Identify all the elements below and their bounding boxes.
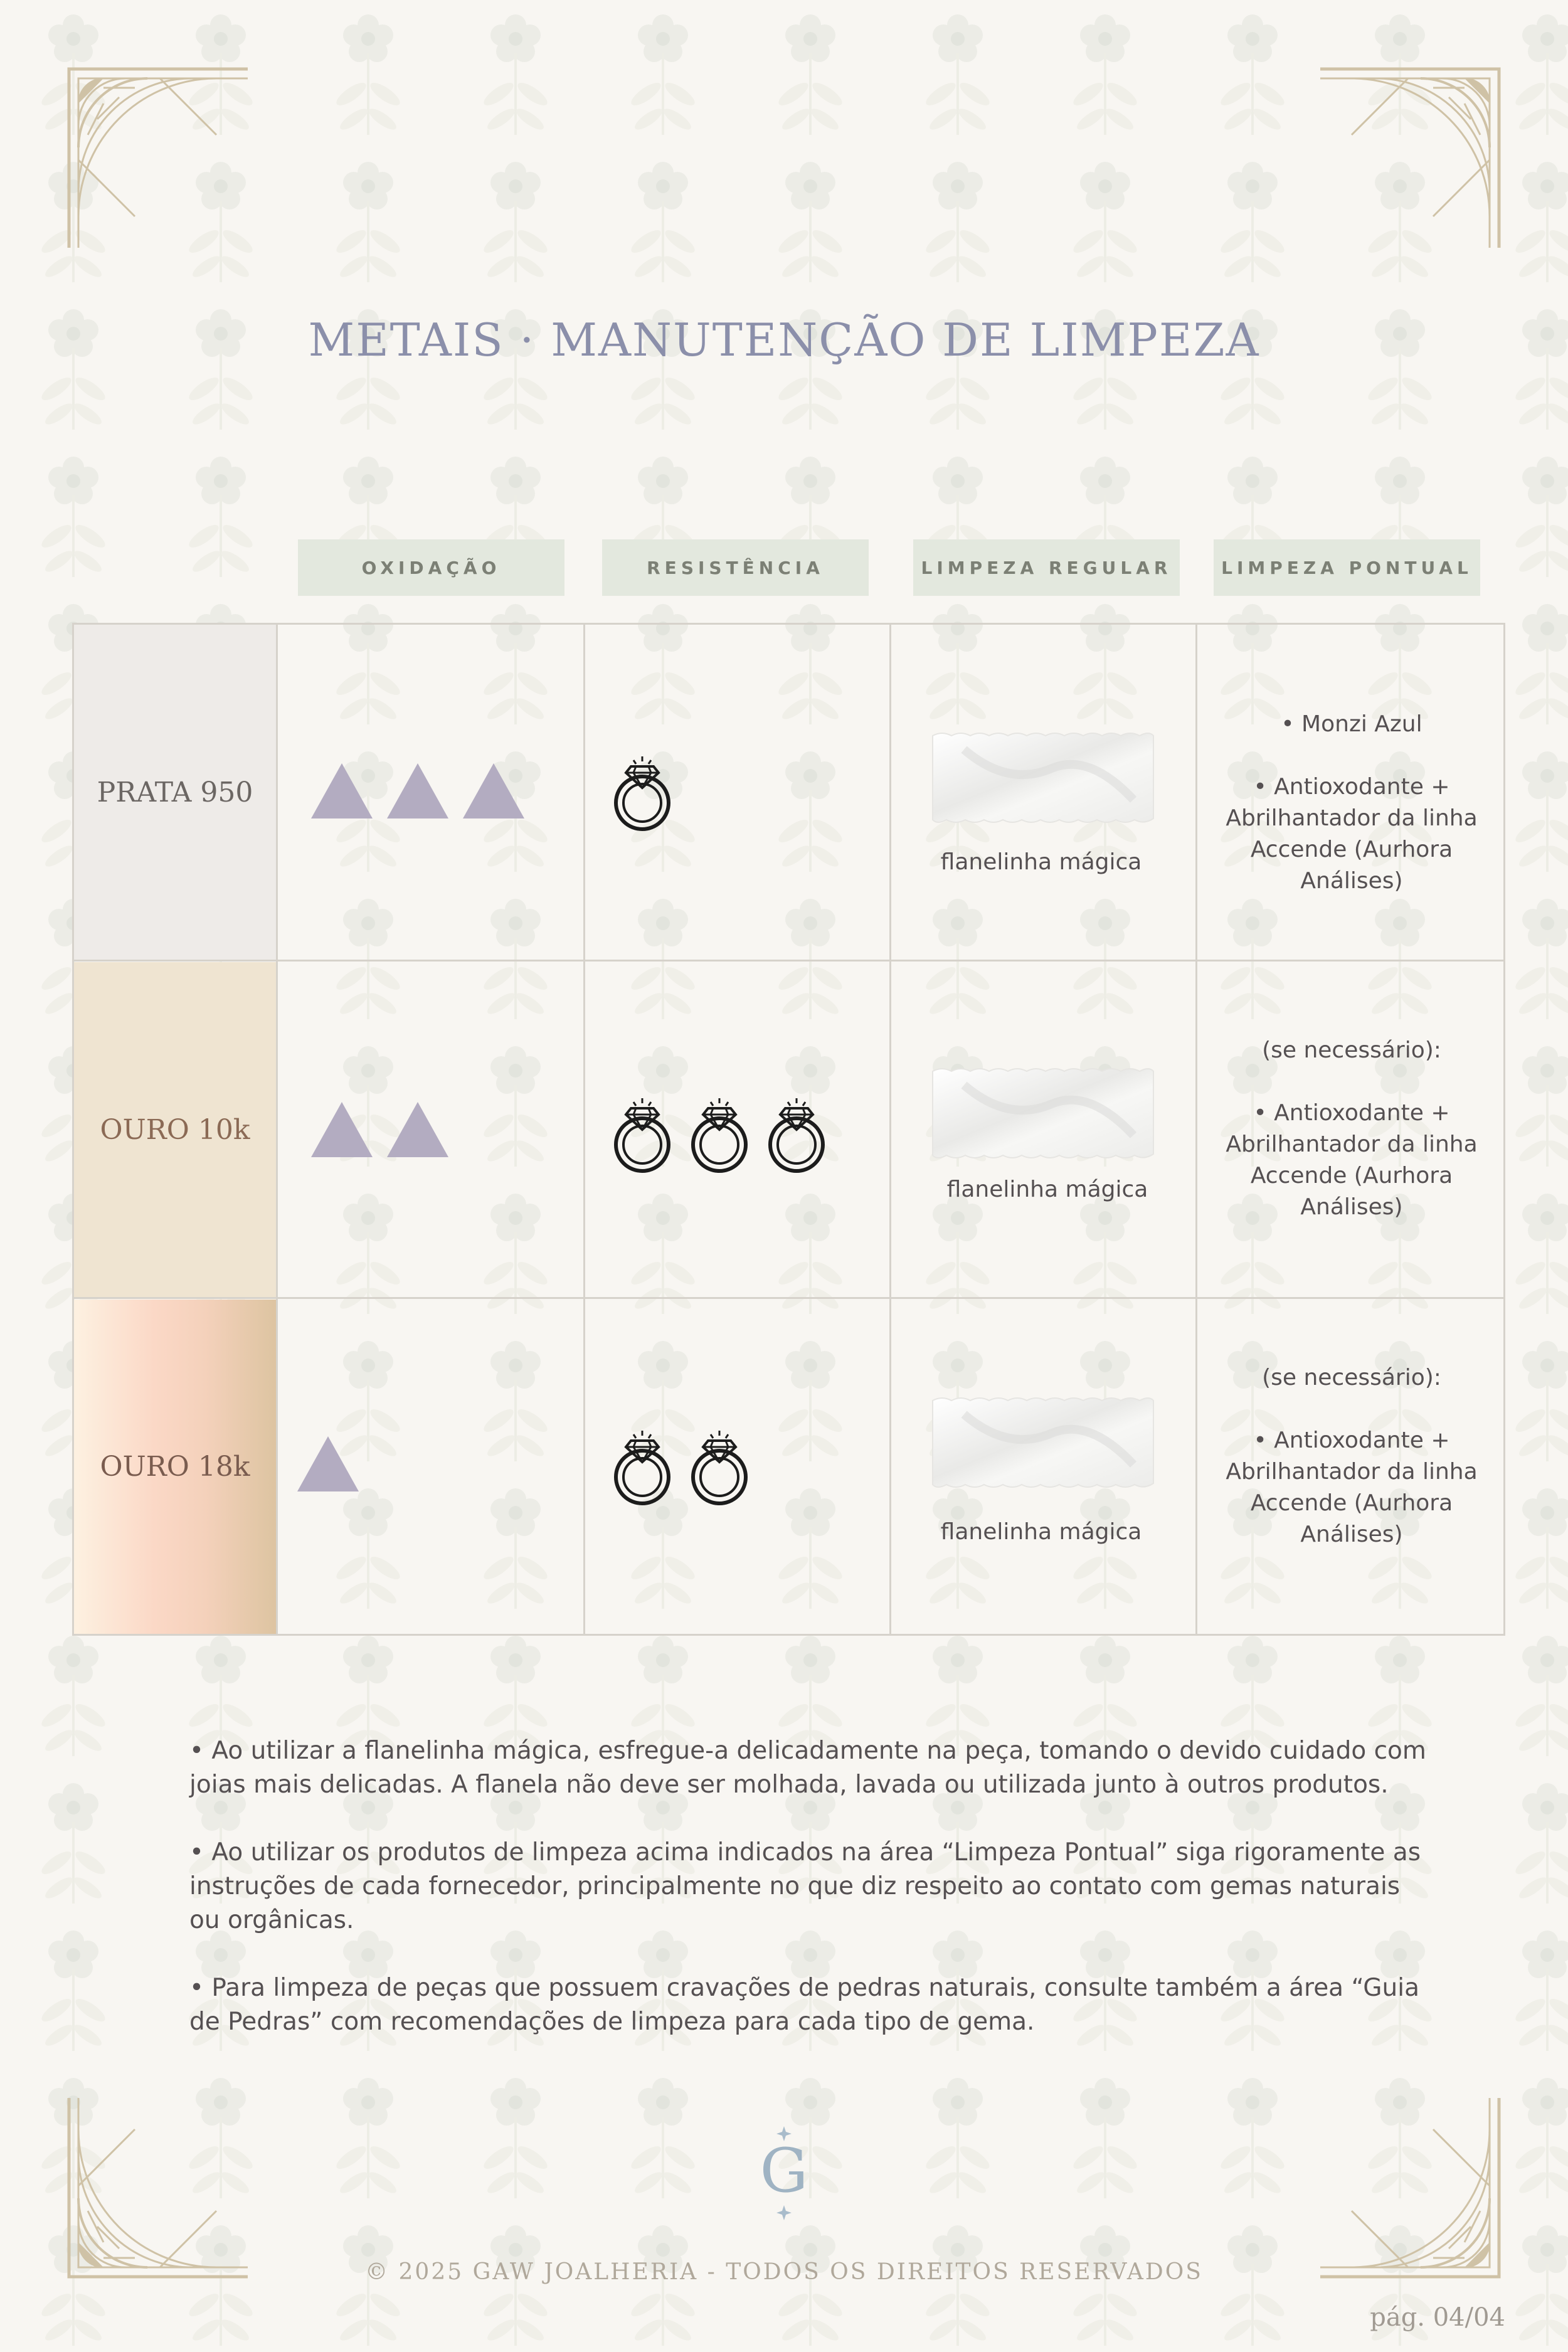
table-divider — [889, 623, 891, 1636]
spot-cleaning-line: • Antioxodante + Abrilhantador da linha Accende (Aurhora Análises) — [1226, 1100, 1478, 1220]
column-header-oxidacao: OXIDAÇÃO — [298, 539, 564, 596]
regular-cleaning-label: flanelinha mágica — [940, 1519, 1142, 1545]
metal-label-ouro-10k: OURO 10k — [74, 962, 276, 1297]
regular-cleaning-label: flanelinha mágica — [940, 849, 1142, 875]
diamond-ring-icon — [763, 1094, 830, 1176]
care-note: • Para limpeza de peças que possuem cravações de pedras naturais, consulte também a área “Guia de Pedras” com recomendações de limpeza para cada tipo de gema. — [189, 1974, 1419, 2036]
care-note: • Ao utilizar a flanelinha mágica, esfregue-a delicadamente na peça, tomando o devido cuidado com joias mais delicadas. A flanela não deve ser molhada, lavada ou utilizada junto à outros produtos. — [189, 1737, 1426, 1799]
triangle-icon — [463, 763, 524, 818]
triangle-icon — [311, 763, 373, 818]
ornament-corner-icon — [66, 66, 248, 248]
table-divider — [1195, 623, 1197, 1636]
ornament-corner-icon — [1320, 2098, 1502, 2280]
diamond-ring-icon — [608, 753, 676, 834]
spot-cleaning-text — [1198, 709, 1505, 897]
diamond-ring-icon — [608, 1427, 676, 1508]
column-header-limpeza-pontual: LIMPEZA PONTUAL — [1214, 539, 1480, 596]
spot-cleaning-line: (se necessário): — [1262, 1365, 1441, 1391]
spot-cleaning-line: • Monzi Azul — [1281, 711, 1422, 737]
triangle-icon — [387, 763, 448, 818]
table-divider — [72, 960, 1505, 961]
metal-label-prata-950: PRATA 950 — [74, 625, 276, 960]
column-header-limpeza-regular: LIMPEZA REGULAR — [913, 539, 1180, 596]
spot-cleaning-line: (se necessário): — [1262, 1037, 1441, 1063]
copyright-footer: © 2025 GAW JOALHERIA - TODOS OS DIREITOS RESERVADOS — [365, 2259, 1203, 2285]
ornament-corner-icon — [1320, 66, 1502, 248]
spot-cleaning-line: • Antioxodante + Abrilhantador da linha Accende (Aurhora Análises) — [1226, 774, 1478, 894]
table-divider — [72, 1297, 1505, 1299]
cleaning-cloth-icon — [926, 731, 1158, 825]
cleaning-cloth-icon — [926, 1066, 1158, 1160]
triangle-icon — [387, 1102, 448, 1157]
care-note: • Ao utilizar os produtos de limpeza acima indicados na área “Limpeza Pontual” siga rigoramente as instruções de cada fornecedor, principalmente no que diz respeito ao contato com gemas naturais ou orgânicas. — [189, 1838, 1421, 1934]
triangle-icon — [311, 1102, 373, 1157]
diamond-ring-icon — [686, 1427, 753, 1508]
care-notes — [189, 1734, 1438, 2073]
page-title: METAIS · MANUTENÇÃO DE LIMPEZA — [308, 314, 1260, 366]
spot-cleaning-text — [1198, 1035, 1505, 1223]
ornament-corner-icon — [66, 2098, 248, 2280]
brand-logo: G — [760, 2136, 808, 2206]
diamond-ring-icon — [608, 1094, 676, 1176]
regular-cleaning-label: flanelinha mágica — [946, 1177, 1148, 1202]
table-divider — [583, 623, 585, 1636]
spot-cleaning-line: • Antioxodante + Abrilhantador da linha Accende (Aurhora Análises) — [1226, 1428, 1478, 1547]
triangle-icon — [297, 1436, 359, 1491]
column-header-resistencia: RESISTÊNCIA — [602, 539, 869, 596]
diamond-ring-icon — [686, 1094, 753, 1176]
spot-cleaning-text — [1198, 1362, 1505, 1550]
metal-label-ouro-18k: OURO 18k — [74, 1300, 276, 1634]
table-divider — [276, 623, 278, 1636]
page-number: pág. 04/04 — [1370, 2303, 1505, 2332]
cleaning-cloth-icon — [926, 1396, 1158, 1490]
